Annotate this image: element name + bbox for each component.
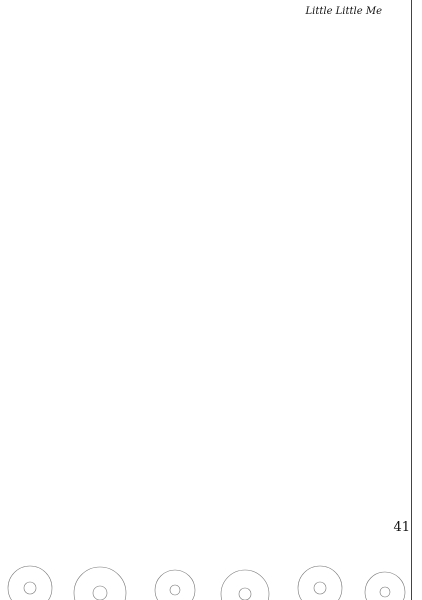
- page-number: 41: [393, 520, 410, 535]
- top-text-block: [28, 24, 392, 286]
- running-head: Little Little Me: [305, 6, 382, 17]
- flower-border-decoration: [0, 538, 410, 600]
- page-edge-rule: [411, 0, 418, 600]
- bottom-text-block: [28, 292, 392, 542]
